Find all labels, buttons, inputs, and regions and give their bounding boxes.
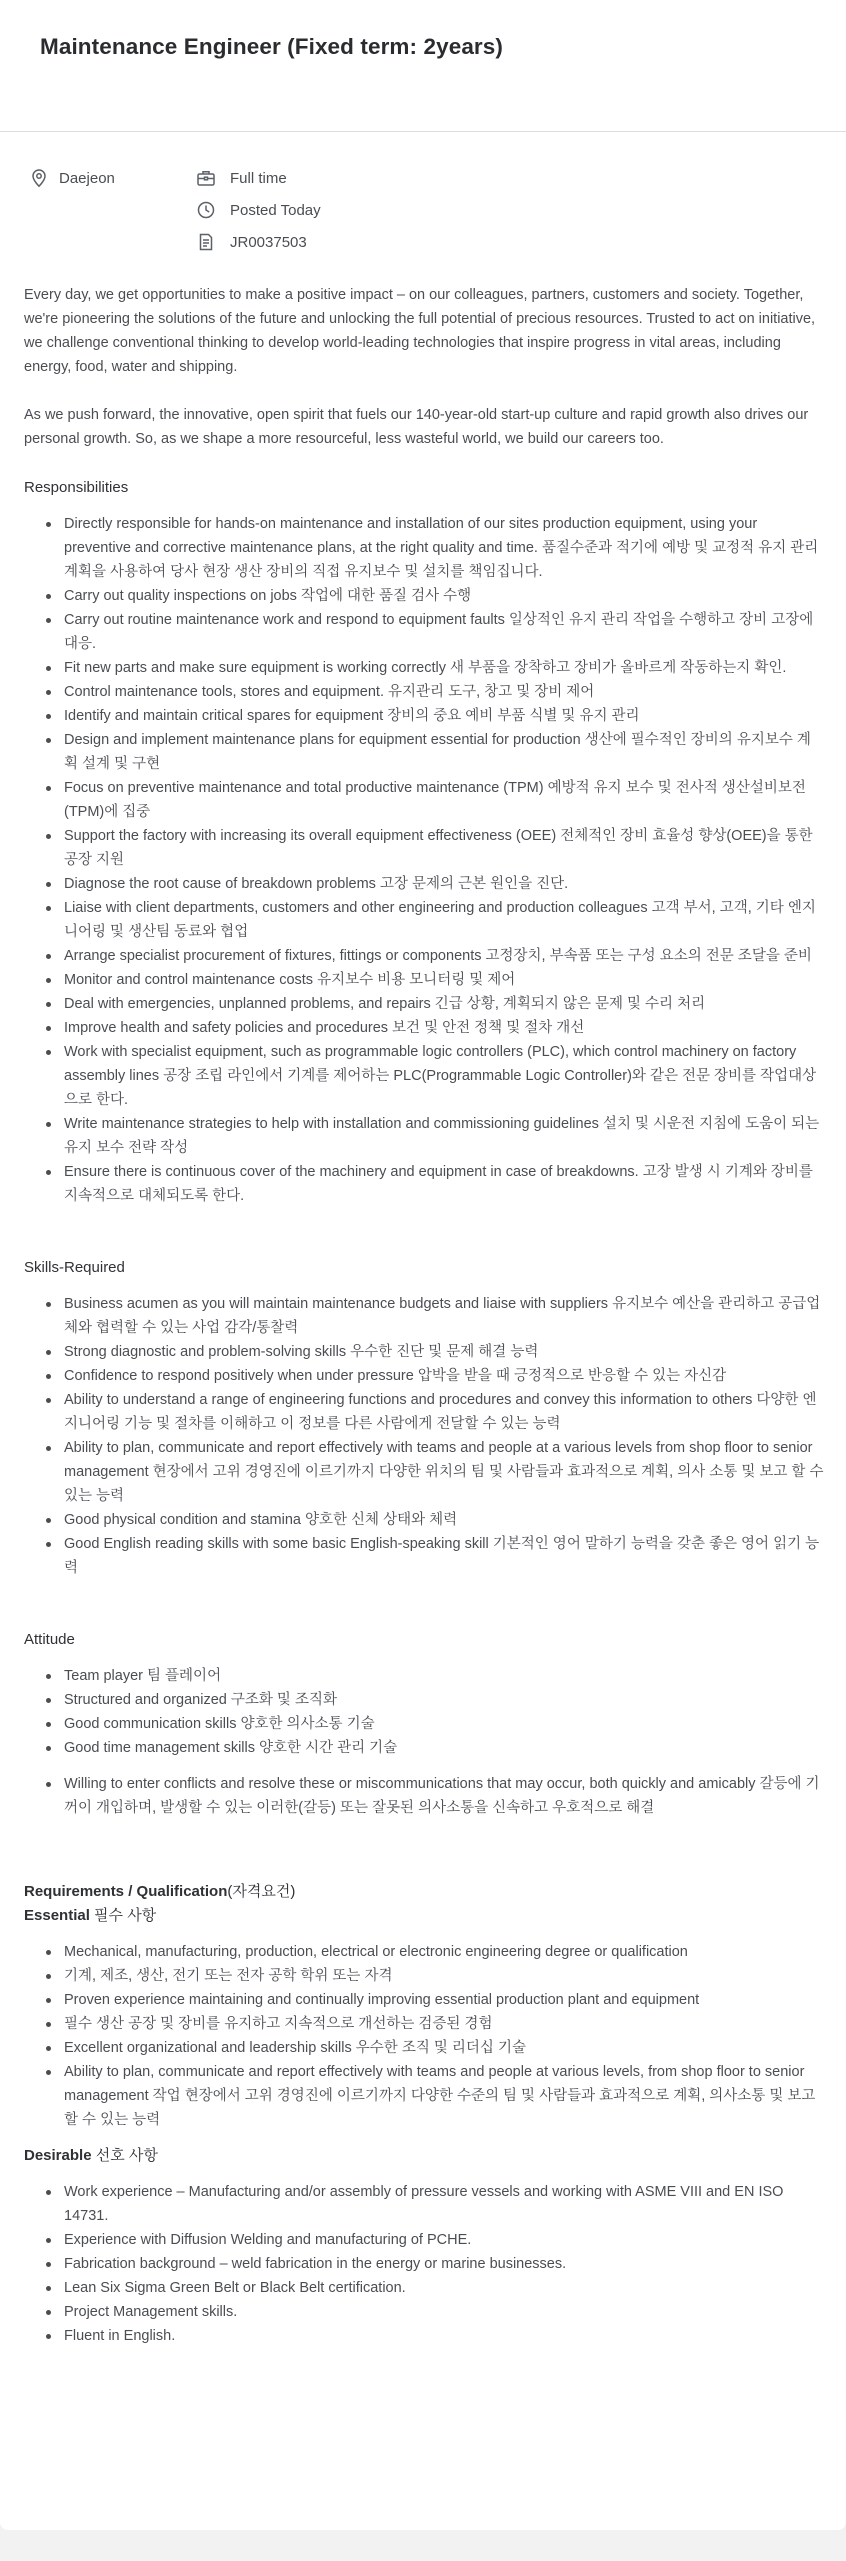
list-item: Project Management skills. [64,2300,824,2324]
list-item: Liaise with client departments, customers and other engineering and production colleagues 고객 부서, 고객, 기타 엔지니어링 및 생산팀 동료와 협업 [64,896,824,944]
attitude-list-extra [24,1772,824,1820]
list-item: Confidence to respond positively when under pressure 압박을 받을 때 긍정적으로 반응할 수 있는 자신감 [64,1364,824,1388]
job-title: Maintenance Engineer (Fixed term: 2years) [40,34,503,59]
desirable-list [24,2180,824,2348]
list-item: Diagnose the root cause of breakdown problems 고장 문제의 근본 원인을 진단. [64,872,824,896]
job-type [196,167,287,189]
desirable-title-suffix: 선호 사항 [91,2147,158,2164]
job-type-text: Full time [230,169,287,187]
list-item: Strong diagnostic and problem-solving skills 우수한 진단 및 문제 해결 능력 [64,1340,824,1364]
list-item: Identify and maintain critical spares for equipment 장비의 중요 예비 부품 식별 및 유지 관리 [64,704,824,728]
list-item: Ability to plan, communicate and report effectively with teams and people at a various levels from shop floor to senior management 현장에서 고위 경영진에 이르기까지 다양한 위치의 팀 및 사람들과 효과적으로 계획, 의사 소통 및 보고 할 수 있는 능력 [64,1436,824,1508]
essential-list [24,1940,824,2132]
list-item: Support the factory with increasing its overall equipment effectiveness (OEE) 전체적인 장비 효율성 향상(OEE)을 통한 공장 지원 [64,824,824,872]
requirements-title-suffix: (자격요건) [227,1883,296,1900]
responsibilities-list [24,512,824,1208]
essential-title [24,1904,824,1928]
desirable-title [24,2144,824,2168]
list-item: Monitor and control maintenance costs 유지보수 비용 모니터링 및 제어 [64,968,824,992]
essential-title-text: Essential [24,1907,90,1924]
list-item: 기계, 제조, 생산, 전기 또는 전자 공학 학위 또는 자격 [64,1964,824,1988]
intro-paragraph: As we push forward, the innovative, open spirit that fuels our 140-year-old start-up culture and rapid growth also drives our personal growth. So, as we shape a more resourceful, less wasteful world, we build our careers too. [24,407,809,447]
list-item: Experience with Diffusion Welding and manufacturing of PCHE. [64,2228,824,2252]
list-item: Carry out routine maintenance work and respond to equipment faults 일상적인 유지 관리 작업을 수행하고 장비 고장에 대응. [64,608,824,656]
list-item: Work with specialist equipment, such as programmable logic controllers (PLC), which control machinery on factory assembly lines 공장 조립 라인에서 기계를 제어하는 PLC(Programmable Logic Controller)와 같은 전문 장비를 작업대상으로 한다. [64,1040,824,1112]
job-requisition-text: JR0037503 [230,233,307,251]
list-item: Arrange specialist procurement of fixtures, fittings or components 고정장치, 부속품 또는 구성 요소의 전문 조달을 준비 [64,944,824,968]
list-item: Excellent organizational and leadership skills 우수한 조직 및 리더십 기술 [64,2036,824,2060]
list-item: Business acumen as you will maintain maintenance budgets and liaise with suppliers 유지보수 예산을 관리하고 공급업체와 협력할 수 있는 사업 감각/통찰력 [64,1292,824,1340]
essential-title-suffix: 필수 사항 [89,1907,157,1924]
job-posted-text: Posted Today [230,201,321,219]
briefcase-icon [196,168,216,188]
skills-list [24,1292,824,1580]
list-item: Good physical condition and stamina 양호한 신체 상태와 체력 [64,1508,824,1532]
job-posted [196,199,321,221]
list-item: Design and implement maintenance plans for equipment essential for production 생산에 필수적인 장비의 유지보수 계획 설계 및 구현 [64,728,824,776]
attitude-list [24,1664,824,1760]
attitude-title: Attitude [24,1631,75,1648]
clock-icon [196,200,216,220]
desirable-title-text: Desirable [24,2147,92,2164]
list-item: Willing to enter conflicts and resolve these or miscommunications that may occur, both quickly and amicably 갈등에 기꺼이 개입하며, 발생할 수 있는 이러한(갈등) 또는 잘못된 의사소통을 신속하고 우호적으로 해결 [64,1772,824,1820]
responsibilities-title: Responsibilities [24,479,129,496]
skills-title: Skills-Required [24,1259,125,1276]
document-icon [196,232,216,252]
requirements-title-text: Requirements / Qualification [24,1883,228,1900]
job-requisition [196,231,307,253]
intro-paragraph: Every day, we get opportunities to make a positive impact – on our colleagues, partners, customers and society. Together, we're pioneering the solutions of the future and unlocking the full potential of precious resources. Trusted to act on initiative, we challenge conventional thinking to develop world-leading technologies that inspire progress in vital areas, including energy, food, water and shipping. [24,287,816,375]
job-location [29,167,115,189]
list-item: Fabrication background – weld fabrication in the energy or marine businesses. [64,2252,824,2276]
job-location-text: Daejeon [59,169,115,187]
list-item: Fit new parts and make sure equipment is working correctly 새 부품을 장착하고 장비가 올바르게 작동하는지 확인. [64,656,824,680]
list-item: Fluent in English. [64,2324,824,2348]
list-item: Good English reading skills with some basic English-speaking skill 기본적인 영어 말하기 능력을 갖춘 좋은 영어 읽기 능력 [64,1532,824,1580]
list-item: Write maintenance strategies to help with installation and commissioning guidelines 설치 및 시운전 지침에 도움이 되는 유지 보수 전략 작성 [64,1112,824,1160]
list-item: Improve health and safety policies and procedures 보건 및 안전 정책 및 절차 개선 [64,1016,824,1040]
list-item: 필수 생산 공장 및 장비를 유지하고 지속적으로 개선하는 검증된 경험 [64,2012,824,2036]
list-item: Team player 팀 플레이어 [64,1664,824,1688]
list-item: Good communication skills 양호한 의사소통 기술 [64,1712,824,1736]
list-item: Control maintenance tools, stores and equipment. 유지관리 도구, 창고 및 장비 제어 [64,680,824,704]
list-item: Carry out quality inspections on jobs 작업에 대한 품질 검사 수행 [64,584,824,608]
list-item: Lean Six Sigma Green Belt or Black Belt certification. [64,2276,824,2300]
list-item: Mechanical, manufacturing, production, electrical or electronic engineering degree or qualification [64,1940,824,1964]
job-header [0,0,846,132]
list-item: Work experience – Manufacturing and/or assembly of pressure vessels and working with ASME VIII and EN ISO 14731. [64,2180,824,2228]
list-item: Focus on preventive maintenance and total productive maintenance (TPM) 예방적 유지 보수 및 전사적 생산설비보전(TPM)에 집중 [64,776,824,824]
list-item: Ensure there is continuous cover of the machinery and equipment in case of breakdowns. 고장 발생 시 기계와 장비를 지속적으로 대체되도록 한다. [64,1160,824,1208]
requirements-title [24,1880,824,1904]
list-item: Good time management skills 양호한 시간 관리 기술 [64,1736,824,1760]
list-item: Proven experience maintaining and continually improving essential production plant and equipment [64,1988,824,2012]
list-item: Ability to understand a range of engineering functions and procedures and convey this information to others 다양한 엔지니어링 기능 및 절차를 이해하고 이 정보를 다른 사람에게 전달할 수 있는 능력 [64,1388,824,1436]
list-item: Structured and organized 구조화 및 조직화 [64,1688,824,1712]
list-item: Directly responsible for hands-on maintenance and installation of our sites production equipment, using your preventive and corrective maintenance plans, at the right quality and time. 품질수준과 적기에 예방 및 교정적 유지 관리 계획을 사용하여 당사 현장 생산 장비의 직접 유지보수 및 설치를 책임집니다. [64,512,824,584]
map-pin-icon [29,168,49,188]
list-item: Deal with emergencies, unplanned problems, and repairs 긴급 상황, 계획되지 않은 문제 및 수리 처리 [64,992,824,1016]
job-description [24,283,824,2348]
list-item: Ability to plan, communicate and report effectively with teams and people at various levels, from shop floor to senior management 작업 현장에서 고위 경영진에 이르기까지 다양한 수준의 팀 및 사람들과 효과적으로 계획, 의사소통 및 보고 할 수 있는 능력 [64,2060,824,2132]
job-meta [24,163,824,273]
